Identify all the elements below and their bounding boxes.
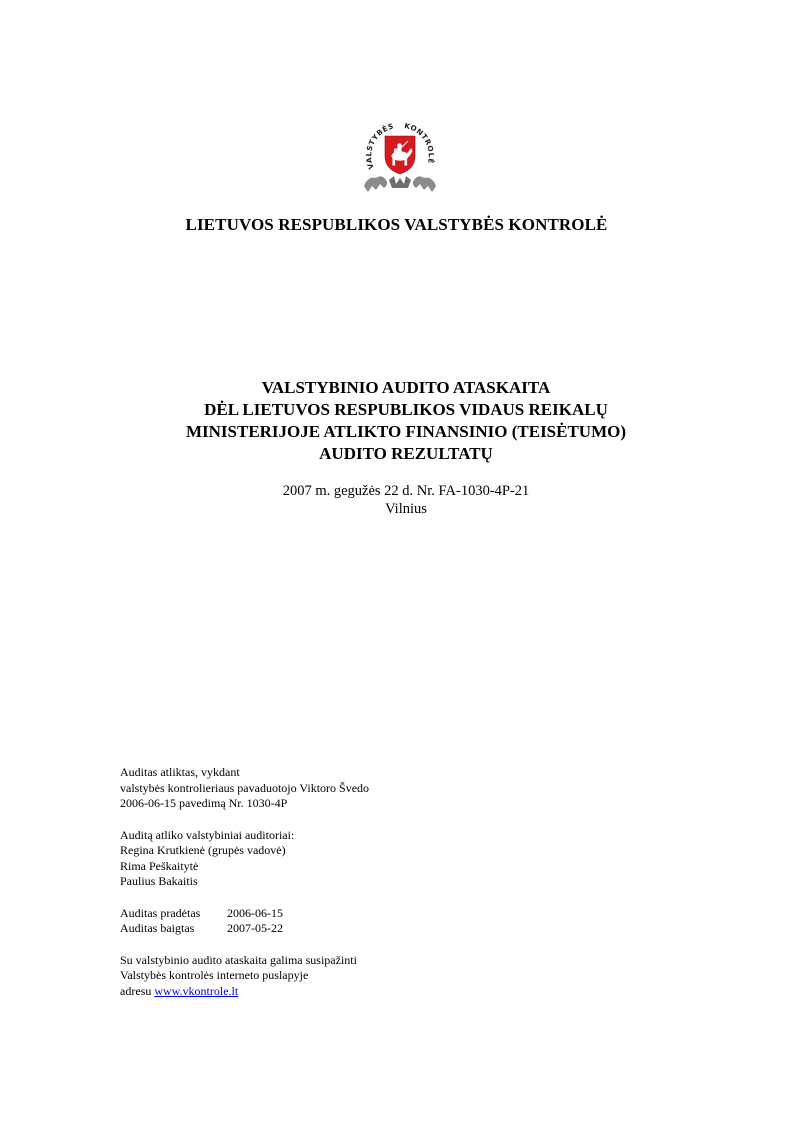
address-line: [120, 984, 369, 1000]
auditor-name: Regina Krutkienė (grupės vadovė): [120, 843, 286, 857]
report-title: [0, 377, 793, 465]
emblem-text-left: VALSTYBĖS: [364, 121, 395, 171]
audit-started: [120, 906, 369, 922]
report-date-number: 2007 m. gegužės 22 d. Nr. FA-1030-4P-21: [282, 483, 530, 499]
auditors-heading: Auditą atliko valstybiniai auditoriai:: [120, 827, 295, 842]
griffin-supporters-icon: [364, 176, 436, 192]
report-place: Vilnius: [385, 501, 427, 517]
emblem-text-right: KONTROLĖ: [403, 121, 436, 165]
audit-finished-label: Auditas baigtas: [120, 921, 195, 935]
assignment-line: Auditas atliktas, vykdant: [120, 765, 240, 779]
audit-finished: [120, 921, 369, 937]
report-title-line: AUDITO REZULTATŲ: [319, 444, 493, 463]
audit-info-block: [120, 765, 369, 999]
state-audit-emblem: [356, 114, 444, 196]
assignment-line: valstybės kontrolieriaus pavaduotojo Viktoro Švedo: [120, 780, 370, 795]
organization-title: LIETUVOS RESPUBLIKOS VALSTYBĖS KONTROLĖ: [185, 215, 608, 234]
address-prefix: adresu: [120, 983, 155, 998]
website-link[interactable]: www.vkontrole.lt: [154, 983, 239, 998]
report-title-line: DĖL LIETUVOS RESPUBLIKOS VIDAUS REIKALŲ: [204, 400, 608, 419]
audit-started-value: 2006-06-15: [227, 905, 283, 920]
report-title-line: MINISTERIJOJE ATLIKTO FINANSINIO (TEISĖTUMO): [185, 422, 627, 441]
audit-started-label: Auditas pradėtas: [120, 905, 201, 920]
availability-line: Su valstybinio audito ataskaita galima susipažinti: [120, 952, 357, 967]
report-meta: [0, 482, 793, 518]
auditor-name: Paulius Bakaitis: [120, 874, 198, 888]
report-title-line: VALSTYBINIO AUDITO ATASKAITA: [261, 378, 551, 397]
availability-line: Valstybės kontrolės interneto puslapyje: [120, 968, 309, 982]
audit-finished-value: 2007-05-22: [227, 921, 283, 935]
assignment-line: 2006-06-15 pavedimą Nr. 1030-4P: [120, 796, 288, 810]
auditor-name: Rima Peškaitytė: [120, 858, 199, 873]
